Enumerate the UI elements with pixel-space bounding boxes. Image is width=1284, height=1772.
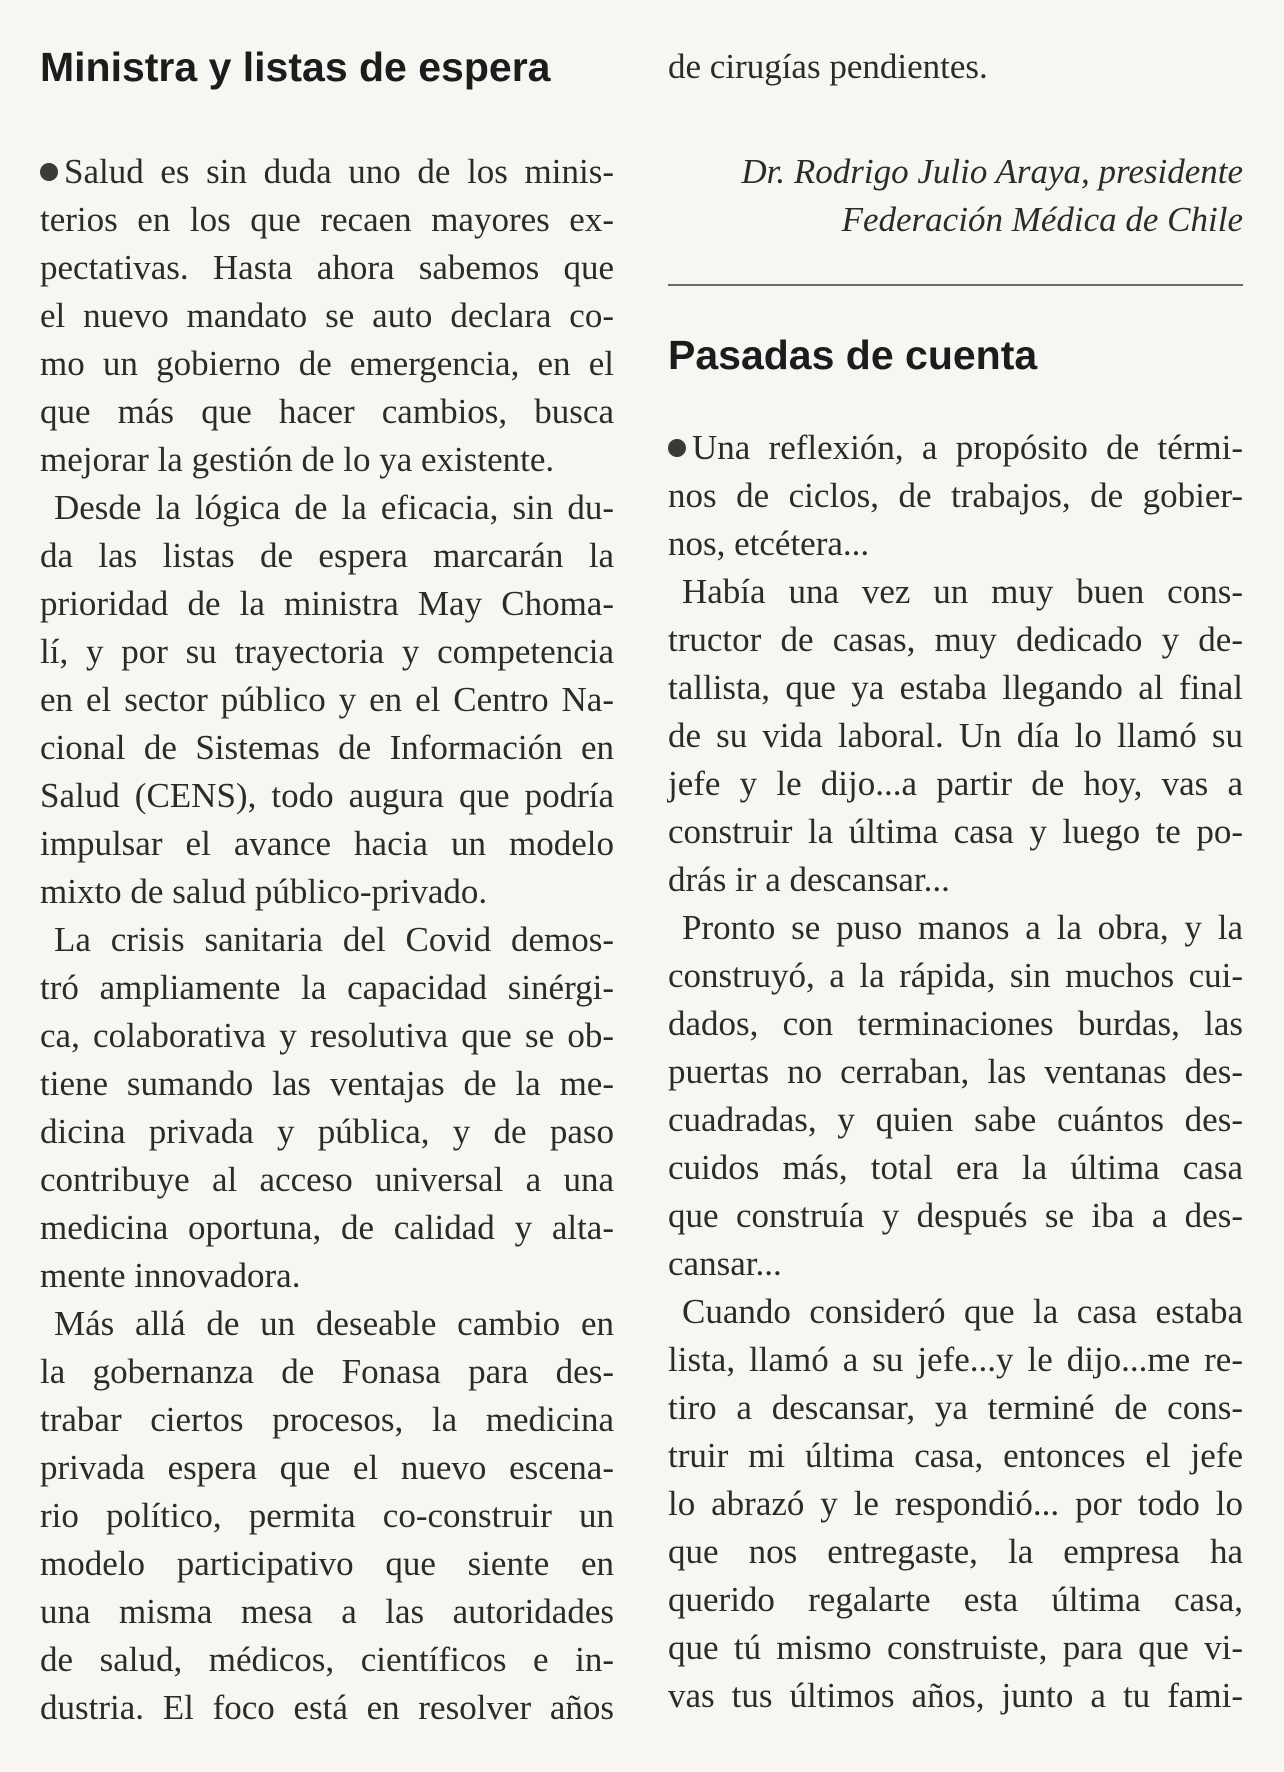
article2-body (668, 424, 1243, 1720)
article1-line: impulsar el avance hacia un modelo (40, 824, 614, 863)
article2-line: vas tus últimos años, junto a tu fami- (668, 1676, 1243, 1715)
article1-line: lí, y por su trayectoria y competencia (40, 632, 614, 671)
right-column (668, 38, 1243, 1720)
bullet-icon (668, 439, 686, 457)
article2-line: dados, con terminaciones burdas, las (668, 1004, 1243, 1043)
article1-line: Salud (CENS), todo augura que podría (40, 776, 614, 815)
article2-line: que nos entregaste, la empresa ha (668, 1532, 1243, 1571)
article1-continuation (668, 38, 1243, 96)
article2-headline: Pasadas de cuenta (668, 332, 1038, 378)
article2-line: que construía y después se iba a des- (668, 1196, 1243, 1235)
article1-line: Más allá de un deseable cambio en (54, 1304, 614, 1343)
article1-line: terios en los que recaen mayores ex- (40, 200, 614, 239)
article1-line: contribuye al acceso universal a una (40, 1160, 614, 1199)
article2-line: de su vida laboral. Un día lo llamó su (668, 716, 1243, 755)
article1-line: que más que hacer cambios, busca (40, 392, 614, 431)
article1-line: mente innovadora. (40, 1256, 301, 1295)
article1-line: La crisis sanitaria del Covid demos- (54, 920, 614, 959)
article2-line: cuidos más, total era la última casa (668, 1148, 1243, 1187)
article1-line: privada espera que el nuevo escena- (40, 1448, 614, 1487)
article1-body (40, 148, 614, 1732)
article2-line: cansar... (668, 1244, 782, 1283)
article2-line: construir la última casa y luego te po- (668, 812, 1243, 851)
article1-line: da las listas de espera marcarán la (40, 536, 614, 575)
article1-line: en el sector público y en el Centro Na- (40, 680, 614, 719)
article1-line: pectativas. Hasta ahora sabemos que (40, 248, 614, 287)
article1-line: medicina oportuna, de calidad y alta- (40, 1208, 614, 1247)
article1-line: Desde la lógica de la eficacia, sin du- (54, 488, 614, 527)
article1-headline: Ministra y listas de espera (40, 44, 551, 90)
article1-line: mixto de salud público-privado. (40, 872, 488, 911)
article1-line: mejorar la gestión de lo ya existente. (40, 440, 555, 479)
article2-line: construyó, a la rápida, sin muchos cui- (668, 956, 1243, 995)
article1-line: Salud es sin duda uno de los minis- (40, 148, 614, 196)
article1-line: una misma mesa a las autoridades (40, 1592, 614, 1631)
article1-line: tró ampliamente la capacidad sinérgi- (40, 968, 614, 1007)
article1-line: cional de Sistemas de Información en (40, 728, 614, 767)
article2-line: Pronto se puso manos a la obra, y la (682, 908, 1243, 947)
article2-line: lo abrazó y le respondió... por todo lo (668, 1484, 1243, 1523)
article2-line: Una reflexión, a propósito de térmi- (668, 424, 1243, 472)
article1-line: trabar ciertos procesos, la medicina (40, 1400, 614, 1439)
article2-line: tiro a descansar, ya terminé de cons- (668, 1388, 1243, 1427)
bullet-icon (40, 163, 58, 181)
article2-line: truir mi última casa, entonces el jefe (668, 1436, 1243, 1475)
article2-line: Cuando consideró que la casa estaba (682, 1292, 1243, 1331)
article1-line: dicina privada y pública, y de paso (40, 1112, 614, 1151)
article1-line: tiene sumando las ventajas de la me- (40, 1064, 614, 1103)
article2-line: querido regalarte esta última casa, (668, 1580, 1243, 1619)
article1-line: modelo participativo que siente en (40, 1544, 614, 1583)
article2-line: puertas no cerraban, las ventanas des- (668, 1052, 1243, 1091)
article1-line: el nuevo mandato se auto declara co- (40, 296, 614, 335)
article2-line: nos, etcétera... (668, 524, 870, 563)
article2-line: nos de ciclos, de trabajos, de gobier- (668, 476, 1243, 515)
article1-line: dustria. El foco está en resolver años (40, 1688, 614, 1727)
article2-line: tructor de casas, muy dedicado y de- (668, 620, 1243, 659)
article2-line: que tú mismo construiste, para que vi- (668, 1628, 1243, 1667)
left-column (40, 38, 614, 1732)
article2-line: cuadradas, y quien sabe cuántos des- (668, 1100, 1243, 1139)
article1-signature (668, 148, 1243, 244)
article1-line: la gobernanza de Fonasa para des- (40, 1352, 614, 1391)
article1-line: prioridad de la ministra May Choma- (40, 584, 614, 623)
article2-line: Había una vez un muy buen cons- (682, 572, 1243, 611)
article1-line: de salud, médicos, científicos e in- (40, 1640, 614, 1679)
article2-line: jefe y le dijo...a partir de hoy, vas a (668, 764, 1243, 803)
article1-line: ca, colaborativa y resolutiva que se ob- (40, 1016, 614, 1055)
signature-org: Federación Médica de Chile (841, 200, 1243, 239)
article2-line: tallista, que ya estaba llegando al final (668, 668, 1243, 707)
article1-line: mo un gobierno de emergencia, en el (40, 344, 614, 383)
signature-name: Dr. Rodrigo Julio Araya, presidente (741, 152, 1243, 191)
article1-continuation-line: de cirugías pendientes. (668, 47, 988, 86)
article1-line: rio político, permita co-construir un (40, 1496, 614, 1535)
article2-line: drás ir a descansar... (668, 860, 950, 899)
article2-line: lista, llamó a su jefe...y le dijo...me re- (668, 1340, 1243, 1379)
